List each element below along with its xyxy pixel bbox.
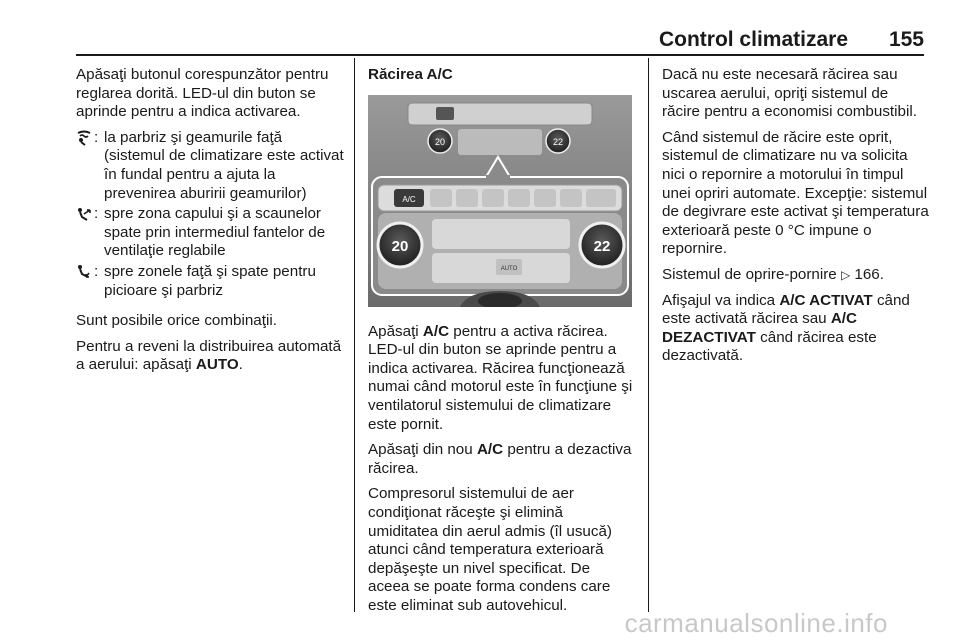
- left-temp-readout: 20: [391, 237, 409, 255]
- small-right-temp: 22: [552, 136, 564, 147]
- page-header: [0, 0, 960, 56]
- paragraph: Când sistemul de răcire este oprit, sistemul de climatizare nu va solicita nici o repornire a motorului în timpul unei opriri automate. Excepţie: sistemul de degivrare este activat şi temperatura exterioară peste 0 °C impune o repornire.: [662, 128, 929, 258]
- column-divider: [354, 58, 355, 612]
- footwell-air-icon: [76, 263, 94, 300]
- intro-paragraph: Apăsaţi butonul corespunzător pentru reglarea dorită. LED-ul din buton se aprinde pentru a indica activarea.: [76, 66, 329, 121]
- list-item: : spre zonele faţă şi spate pentru picioare şi parbriz: [76, 263, 346, 300]
- column-3: [662, 66, 930, 373]
- windscreen-air-icon: [76, 129, 94, 203]
- ac-button-label: A/C: [402, 194, 416, 204]
- page-number: 155: [888, 28, 924, 51]
- upper-body-air-icon: [76, 205, 94, 261]
- section-heading: Răcirea A/C: [368, 66, 453, 83]
- paragraph: Sunt posibile orice combinaţii.: [76, 312, 277, 330]
- column-1: [76, 66, 346, 382]
- paragraph: Apăsaţi din nou A/C pentru a dezactiva răcirea.: [368, 441, 632, 477]
- list-item: : la parbriz şi geamurile faţă (sistemul de climatizare este activat în fundal pentru a ajuta la prevenirea aburirii geamurilor): [76, 129, 346, 203]
- paragraph: Sistemul de oprire-pornire ▷ 166.: [662, 265, 884, 283]
- paragraph: Pentru a reveni la distribuirea automată a aerului: apăsaţi AUTO.: [76, 337, 342, 374]
- list-item-text: la parbriz şi geamurile faţă (sistemul de climatizare este activat în fundal pentru a ajuta la prevenirea aburirii geamurilor): [104, 128, 344, 202]
- column-divider: [648, 58, 649, 612]
- small-left-temp: 20: [434, 136, 446, 147]
- header-rule: [76, 54, 924, 56]
- auto-button-label: AUTO: [500, 265, 518, 272]
- list-item: : spre zona capului şi a scaunelor spate prin intermediul fantelor de ventilaţie reglabile: [76, 205, 346, 261]
- climate-control-panel-photo: [368, 95, 632, 307]
- paragraph: Apăsaţi A/C pentru a activa răcirea. LED-ul din buton se aprinde pentru a indica activarea. Răcirea funcţionează numai când motorul este în funcţiune şi ventilatorul sistemului de climatizare este pornit.: [368, 322, 633, 433]
- column-2: [368, 66, 634, 623]
- chapter-title: Control climatizare: [658, 28, 848, 51]
- list-item-text: spre zona capului şi a scaunelor spate prin intermediul fantelor de ventilaţie reglabile: [104, 205, 326, 260]
- right-temp-readout: 22: [593, 237, 611, 255]
- air-distribution-list: [76, 129, 346, 300]
- list-item-text: spre zonele faţă şi spate pentru picioare şi parbriz: [104, 262, 316, 299]
- paragraph: Dacă nu este necesară răcirea sau uscarea aerului, opriţi sistemul de răcire pentru a economisi combustibil.: [662, 66, 917, 121]
- paragraph: Afişajul va indica A/C ACTIVAT când este activată răcirea sau A/C DEZACTIVAT când răcirea este dezactivată.: [662, 291, 910, 365]
- paragraph: Compresorul sistemului de aer condiţionat răceşte şi elimină umiditatea din aerul admis (îl usucă) atunci când temperatura exterioară depăşeşte un nivel specificat. De aceea se poate forma condens care este eliminat sub autovehicul.: [368, 485, 612, 614]
- watermark: carmanualsonline.info: [624, 608, 888, 638]
- page-reference-icon: ▷: [840, 267, 851, 282]
